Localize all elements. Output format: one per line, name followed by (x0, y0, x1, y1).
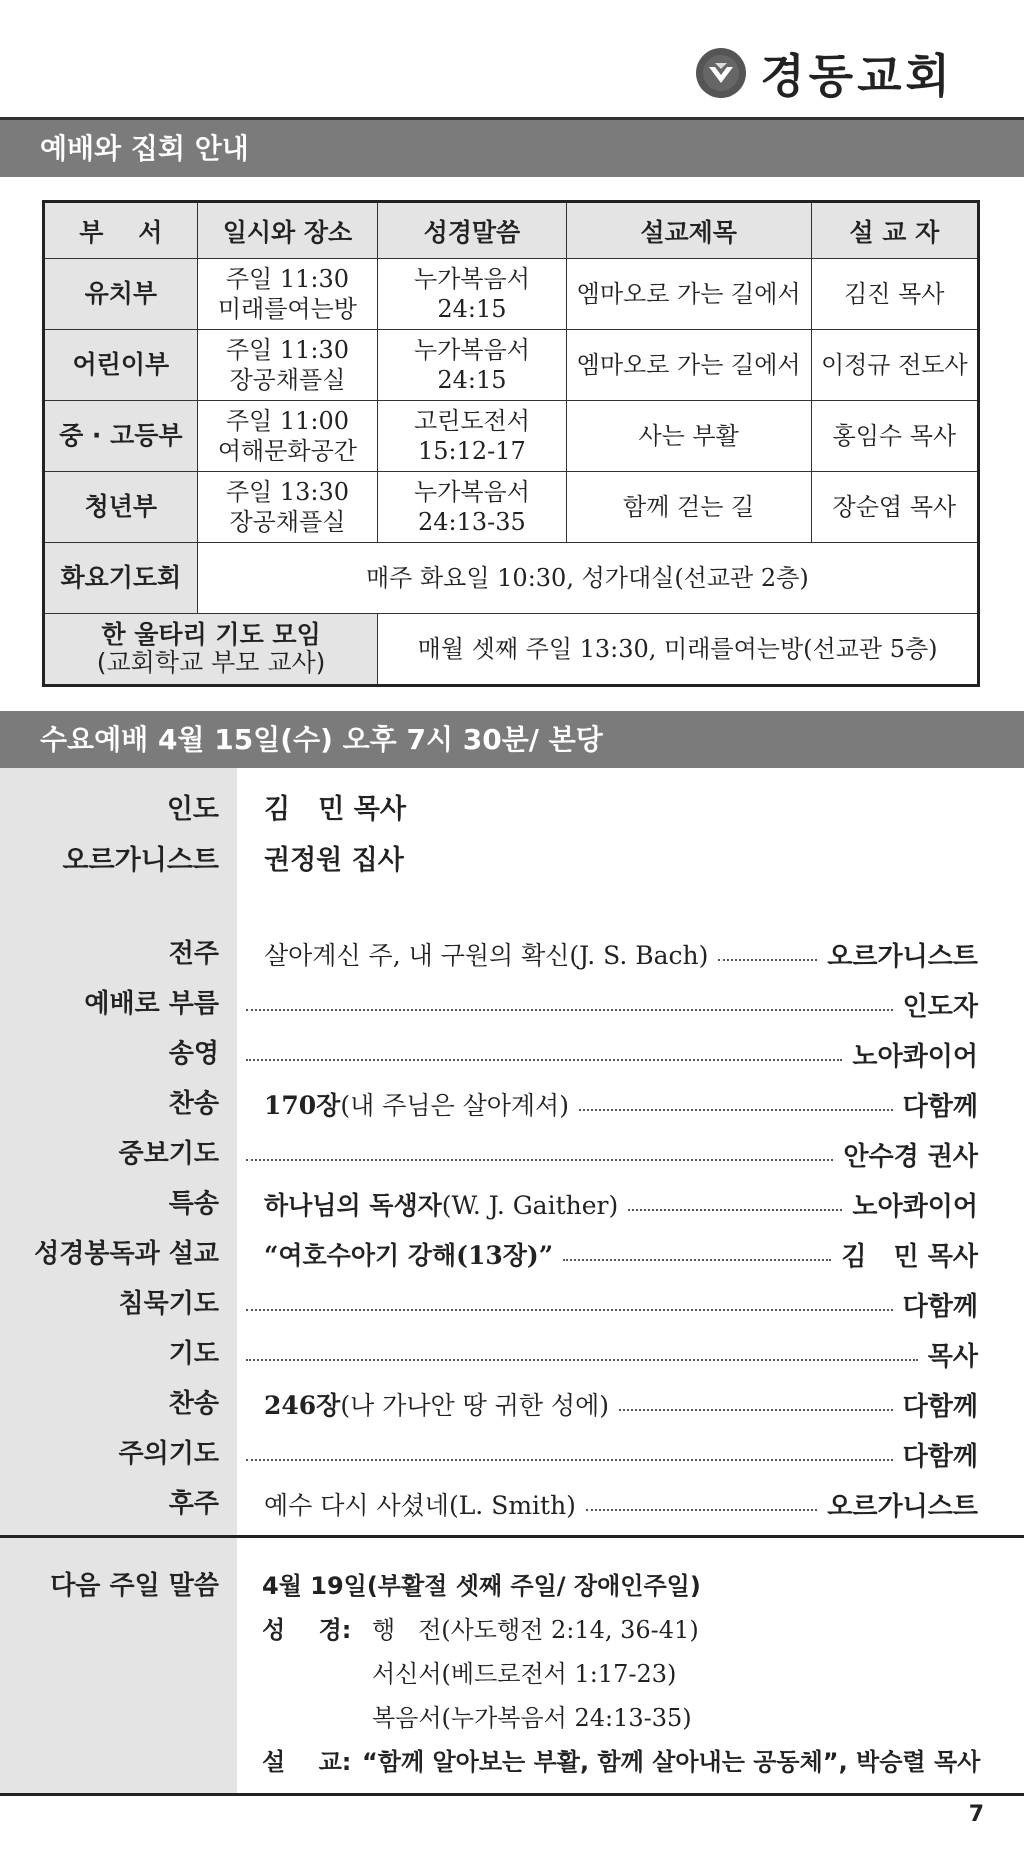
order-row (0, 932, 1024, 976)
dept-cell: 어린이부 (44, 330, 198, 401)
order-performer: 다함께 (902, 1091, 978, 1122)
order-item-title: 하나님의 독생자 (264, 1191, 442, 1220)
dot-leader (718, 959, 817, 961)
table-row (44, 543, 979, 614)
order-item-text (264, 1186, 618, 1222)
dot-leader (586, 1509, 817, 1511)
order-label: 특송 (168, 1189, 219, 1219)
time: 주일 11:30 (225, 336, 350, 364)
order-performer: 안수경 권사 (843, 1141, 978, 1172)
order-performer: 인도자 (902, 991, 978, 1022)
order-label: 후주 (168, 1489, 219, 1519)
order-label: 성경봉독과 설교 (34, 1239, 219, 1269)
order-item-text (264, 1086, 569, 1122)
bible-book: 누가복음서 (413, 265, 530, 293)
order-content (236, 1282, 978, 1326)
order-row (0, 1432, 1024, 1476)
bible-label: 성 경: (262, 1616, 352, 1644)
order-content (236, 1182, 978, 1226)
order-row (0, 1132, 1024, 1176)
bible-cell (378, 401, 566, 472)
column-header: 일시와 장소 (197, 202, 377, 259)
church-emblem-icon (696, 48, 746, 98)
order-item-title: 170장 (264, 1091, 341, 1120)
order-performer: 김 민 목사 (841, 1241, 978, 1272)
bible-epistle: 서신서(베드로전서 1:17-23) (372, 1660, 677, 1688)
next-week-label: 다음 주일 말씀 (50, 1571, 219, 1601)
preacher-cell: 김진 목사 (811, 259, 978, 330)
order-row (0, 1282, 1024, 1326)
order-content (236, 1482, 978, 1526)
order-performer: 노아콰이어 (852, 1041, 978, 1072)
dot-leader (563, 1259, 831, 1261)
table-row (44, 614, 979, 686)
order-label: 전주 (168, 939, 219, 969)
order-content (236, 1132, 978, 1176)
organist-name: 권정원 집사 (264, 845, 404, 876)
page-number: 7 (968, 1802, 984, 1827)
bible-acts: 행 전(사도행전 2:14, 36-41) (372, 1616, 699, 1644)
time-place-cell (197, 259, 377, 330)
time-place-cell (197, 472, 377, 543)
dot-leader (246, 1009, 893, 1011)
next-week-date: 4월 19일(부활절 셋째 주일/ 장애인주일) (262, 1572, 701, 1600)
order-row (0, 1082, 1024, 1126)
organist-label: 오르가니스트 (62, 845, 219, 876)
order-performer: 노아콰이어 (852, 1191, 978, 1222)
order-row (0, 1482, 1024, 1526)
organist-row (0, 841, 1024, 881)
order-content (236, 982, 978, 1026)
order-performer: 다함께 (902, 1391, 978, 1422)
leader-row (0, 790, 1024, 830)
order-label: 중보기도 (118, 1139, 219, 1169)
table-row (44, 472, 979, 543)
table-header-row (44, 202, 979, 259)
section-title-worship-guide: 예배와 집회 안내 (0, 120, 1024, 177)
order-content (236, 1382, 978, 1426)
column-header: 성경말씀 (378, 202, 566, 259)
order-item-title: 246장 (264, 1391, 341, 1420)
dept-subtitle: (교회학교 부모 교사) (96, 648, 326, 677)
schedule-table (42, 200, 980, 687)
place: 장공채플실 (229, 366, 346, 394)
order-content (236, 1082, 978, 1126)
dot-leader (246, 1309, 893, 1311)
order-label: 주의기도 (118, 1439, 219, 1469)
bible-verse: 24:13-35 (418, 508, 526, 536)
leader-name: 김 민 목사 (264, 794, 406, 825)
bible-cell (378, 472, 566, 543)
order-content (236, 932, 978, 976)
order-row (0, 1182, 1024, 1226)
sermon-title-cell: 사는 부활 (566, 401, 811, 472)
time-place-cell (197, 330, 377, 401)
bible-book: 누가복음서 (413, 478, 530, 506)
order-item-text (264, 936, 708, 972)
order-content (236, 1032, 978, 1076)
preacher-cell: 홍임수 목사 (811, 401, 978, 472)
section-title-wednesday: 수요예배 4월 15일(수) 오후 7시 30분/ 본당 (0, 711, 1024, 768)
bible-cell (378, 330, 566, 401)
table-row (44, 330, 979, 401)
column-header: 설교제목 (566, 202, 811, 259)
order-item-text (264, 1236, 553, 1272)
church-logo (696, 40, 954, 106)
order-content (236, 1232, 978, 1276)
time: 주일 13:30 (225, 478, 350, 506)
order-performer: 다함께 (902, 1441, 978, 1472)
order-item-detail: (내 주님은 살아계셔) (340, 1091, 569, 1120)
bible-gospel: 복음서(누가복음서 24:13-35) (372, 1704, 692, 1732)
place: 장공채플실 (229, 508, 346, 536)
dept-cell: 청년부 (44, 472, 198, 543)
order-item-detail: 예수 다시 사셨네(L. Smith) (264, 1491, 576, 1520)
order-item-detail: 살아계신 주, 내 구원의 확신(J. S. Bach) (264, 941, 709, 970)
order-performer: 다함께 (902, 1291, 978, 1322)
order-label: 예배로 부름 (84, 989, 219, 1019)
bible-verse: 24:15 (437, 295, 507, 323)
bible-cell (378, 259, 566, 330)
order-content (236, 1432, 978, 1476)
bible-book: 누가복음서 (413, 336, 530, 364)
dot-leader (246, 1059, 842, 1061)
order-performer: 목사 (927, 1341, 978, 1372)
time: 주일 11:30 (225, 265, 350, 293)
order-item-text (264, 1386, 609, 1422)
dept-cell: 화요기도회 (44, 543, 198, 614)
tuesday-info-cell: 매주 화요일 10:30, 성가대실(선교관 2층) (197, 543, 978, 614)
dot-leader (579, 1109, 893, 1111)
church-name: 경동교회 (760, 49, 954, 103)
table-row (44, 401, 979, 472)
bible-verse: 24:15 (437, 366, 507, 394)
sermon-title: “함께 알아보는 부활, 함께 살아내는 공동체”, 박승렬 목사 (362, 1748, 981, 1776)
preacher-cell: 장순엽 목사 (811, 472, 978, 543)
order-content (236, 1332, 978, 1376)
order-label: 송영 (168, 1039, 219, 1069)
order-label: 기도 (168, 1339, 219, 1369)
order-item-text (264, 1486, 576, 1522)
dot-leader (619, 1409, 893, 1411)
column-header: 설 교 자 (811, 202, 978, 259)
order-item-detail: (W. J. Gaither) (441, 1191, 619, 1220)
sermon-label: 설 교: (262, 1748, 352, 1776)
dot-leader (246, 1459, 893, 1461)
dept-cell: 유치부 (44, 259, 198, 330)
dot-leader (246, 1159, 833, 1161)
order-label: 찬송 (168, 1389, 219, 1419)
order-row (0, 1382, 1024, 1426)
order-label: 찬송 (168, 1089, 219, 1119)
leader-label: 인도 (166, 794, 219, 825)
bible-book: 고린도전서 (413, 407, 530, 435)
time: 주일 11:00 (225, 407, 350, 435)
order-performer: 오르가니스트 (827, 941, 978, 972)
order-item-title: “여호수아기 강해(13장)” (264, 1241, 554, 1270)
sermon-title-cell: 엠마오로 가는 길에서 (566, 259, 811, 330)
sermon-title-cell: 함께 걷는 길 (566, 472, 811, 543)
time-place-cell (197, 401, 377, 472)
sermon-title-cell: 엠마오로 가는 길에서 (566, 330, 811, 401)
bible-verse: 15:12-17 (418, 437, 526, 465)
order-performer: 오르가니스트 (827, 1491, 978, 1522)
order-item-detail: (나 가나안 땅 귀한 성에) (340, 1391, 609, 1420)
preacher-cell: 이정규 전도사 (811, 330, 978, 401)
order-row (0, 1032, 1024, 1076)
dept-cell (44, 614, 378, 686)
column-header: 부 서 (44, 202, 198, 259)
footer-rule (0, 1793, 1024, 1796)
place: 여해문화공간 (217, 437, 357, 465)
dept-name: 한 울타리 기도 모임 (101, 620, 321, 649)
place: 미래를여는방 (217, 295, 357, 323)
order-row (0, 1232, 1024, 1276)
order-row (0, 1332, 1024, 1376)
fence-info-cell: 매월 셋째 주일 13:30, 미래를여는방(선교관 5층) (378, 614, 979, 686)
dot-leader (246, 1359, 918, 1361)
order-row (0, 982, 1024, 1026)
table-row (44, 259, 979, 330)
dot-leader (628, 1209, 842, 1211)
order-label: 침묵기도 (118, 1289, 219, 1319)
dept-cell: 중 · 고등부 (44, 401, 198, 472)
